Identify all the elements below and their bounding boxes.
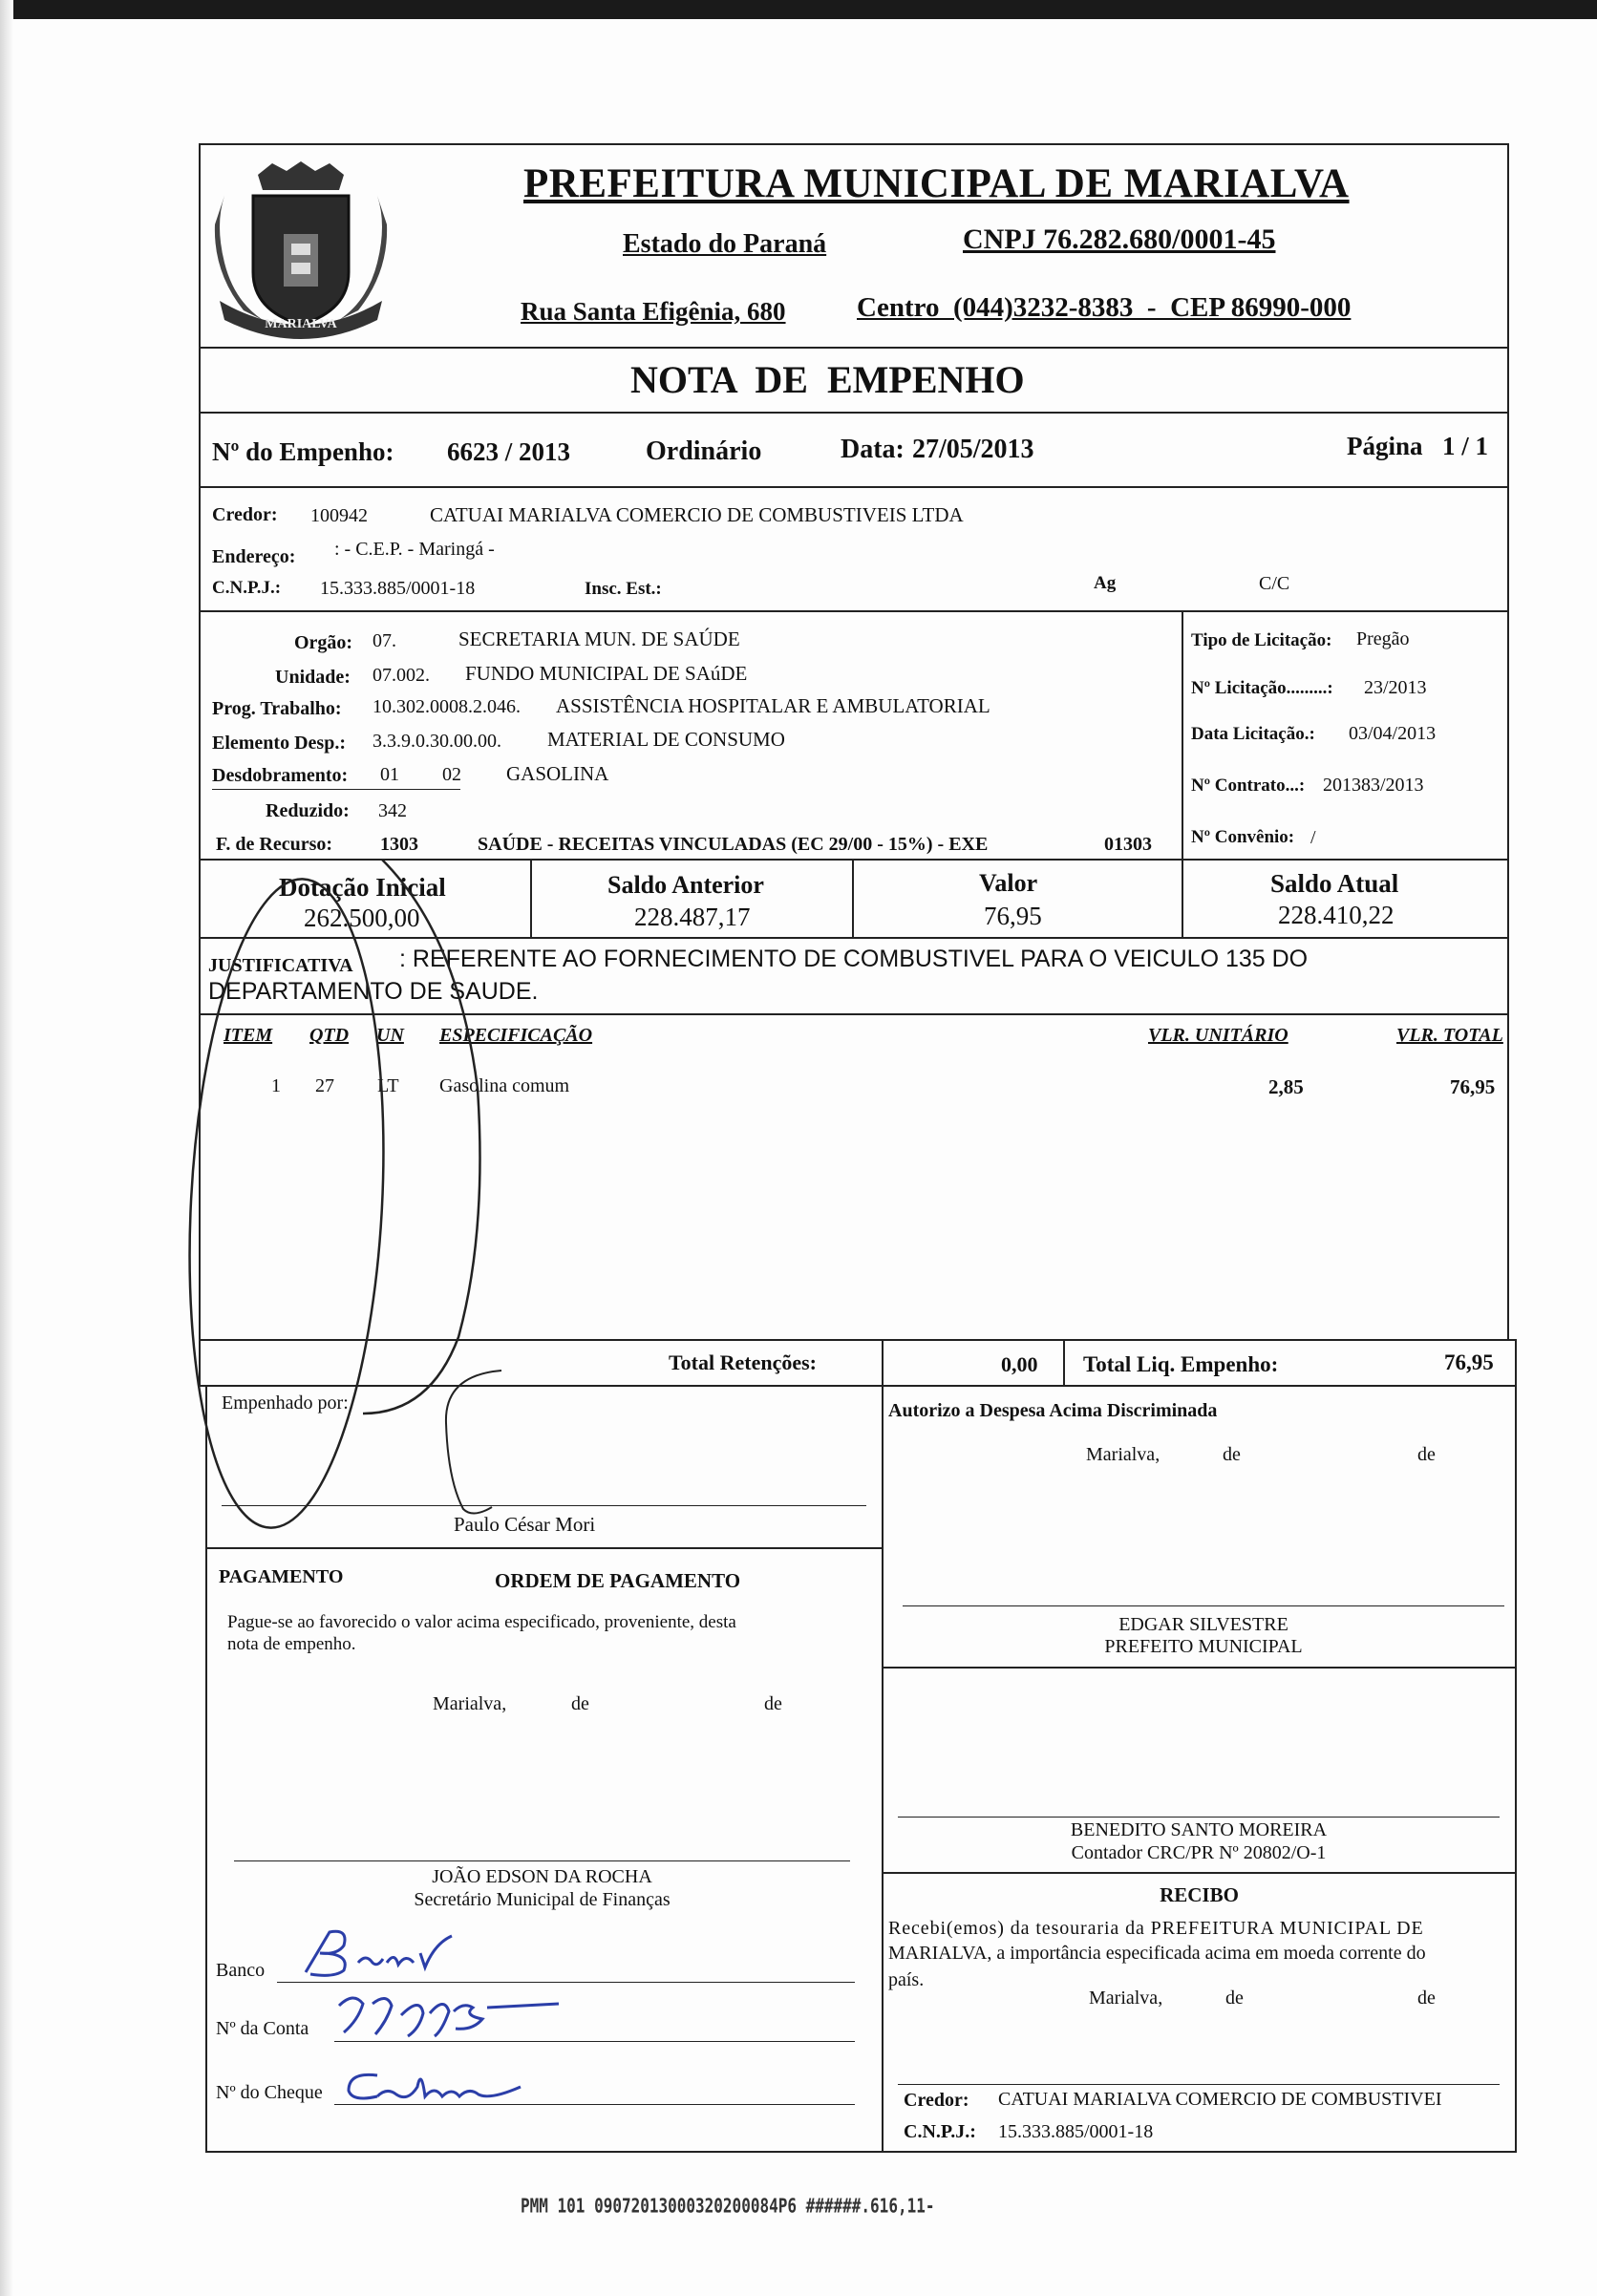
cheque-handwriting xyxy=(330,2058,540,2111)
page-number: 1 / 1 xyxy=(1442,432,1489,460)
licitacao-data-label: Data Licitação.: xyxy=(1191,724,1315,744)
cheque-label: Nº do Cheque xyxy=(216,2082,323,2103)
contador-name: BENEDITO SANTO MOREIRA xyxy=(1070,1819,1328,1840)
secretario-signature-line xyxy=(234,1860,850,1861)
prog-name: ASSISTÊNCIA HOSPITALAR E AMBULATORIAL xyxy=(556,694,990,717)
desdobramento-label: Desdobramento: xyxy=(212,765,349,786)
scan-left-edge xyxy=(0,0,13,2296)
recurso-code2: 01303 xyxy=(1104,834,1152,855)
licitacao-num-label: Nº Licitação.........: xyxy=(1191,678,1333,698)
pagamento-label: PAGAMENTO xyxy=(219,1566,344,1587)
credor-address-label: Endereço: xyxy=(212,546,296,567)
pagamento-text-1: Pague-se ao favorecido o valor acima especificado, proveniente, desta xyxy=(227,1612,736,1632)
justificativa-line1: : REFERENTE AO FORNECIMENTO DE COMBUSTIVEL PARA O VEICULO 135 DO xyxy=(399,946,1309,972)
recibo-signature-line xyxy=(898,2084,1500,2085)
empenho-type: Ordinário xyxy=(646,436,762,466)
credor-insc-label: Insc. Est.: xyxy=(585,579,662,599)
elemento-code: 3.3.9.0.30.00.00. xyxy=(373,731,501,752)
desdobramento-code1: 01 xyxy=(380,764,399,785)
recurso-name: SAÚDE - RECEITAS VINCULADAS (EC 29/00 - 15%) - EXE xyxy=(478,834,989,855)
recibo-text-3: país. xyxy=(888,1969,925,1990)
liq-empenho-label: Total Liq. Empenho: xyxy=(1083,1352,1279,1376)
reduzido-value: 342 xyxy=(378,800,407,821)
values-div-2 xyxy=(852,860,854,938)
saldo-atual-value: 228.410,22 xyxy=(1278,901,1395,929)
recibo-de-2: de xyxy=(1417,1988,1436,2009)
recibo-text-2: MARIALVA, a importância especificada acima em moeda corrente do xyxy=(888,1943,1426,1964)
item-spec: Gasolina comum xyxy=(439,1075,570,1096)
autorizo-label: Autorizo a Despesa Acima Discriminada xyxy=(888,1400,1218,1421)
reduzido-label: Reduzido: xyxy=(266,800,350,821)
orgao-label: Orgão: xyxy=(294,632,353,653)
saldo-anterior-label: Saldo Anterior xyxy=(607,871,764,899)
credor-ag-label: Ag xyxy=(1094,573,1117,593)
orgao-code: 07. xyxy=(373,630,396,651)
item-unit-value: 2,85 xyxy=(1268,1075,1304,1098)
empenho-number: 6623 / 2013 xyxy=(447,437,571,466)
autorizo-bottom-line xyxy=(883,1667,1516,1669)
header-address: Rua Santa Efigênia, 680 xyxy=(521,297,786,326)
credor-code: 100942 xyxy=(310,505,368,526)
credor-cnpj-label: C.N.P.J.: xyxy=(212,578,282,598)
desdobramento-name: GASOLINA xyxy=(506,762,609,785)
unidade-code: 07.002. xyxy=(373,665,430,686)
empenho-date: 27/05/2013 xyxy=(912,435,1034,464)
pen-annotation-ovals xyxy=(172,802,630,1528)
budget-divider xyxy=(1182,611,1183,860)
items-header-item: ITEM xyxy=(224,1025,273,1046)
recurso-label: F. de Recurso: xyxy=(216,834,333,855)
credor-name: CATUAI MARIALVA COMERCIO DE COMBUSTIVEIS LTDA xyxy=(430,503,964,526)
prog-code: 10.302.0008.2.046. xyxy=(373,696,521,717)
document-title: NOTA DE EMPENHO xyxy=(630,358,1025,401)
contrato-value: 201383/2013 xyxy=(1323,775,1424,796)
scan-top-edge xyxy=(0,0,1597,19)
secretario-role: Secretário Municipal de Finanças xyxy=(414,1889,671,1910)
lower-divider xyxy=(882,1386,884,2152)
secretario-name: JOÃO EDSON DA ROCHA xyxy=(432,1866,652,1887)
retencoes-label: Total Retenções: xyxy=(669,1350,817,1374)
prog-label: Prog. Trabalho: xyxy=(212,698,342,719)
credor-label: Credor: xyxy=(212,504,278,525)
dotacao-value: 262.500,00 xyxy=(304,904,420,932)
justificativa-label: JUSTIFICATIVA xyxy=(208,955,353,976)
banco-label: Banco xyxy=(216,1960,266,1981)
pagamento-de-2: de xyxy=(764,1693,782,1714)
credor-cc-label: C/C xyxy=(1259,573,1290,594)
licitacao-tipo-label: Tipo de Licitação: xyxy=(1191,630,1332,650)
unidade-name: FUNDO MUNICIPAL DE SAúDE xyxy=(465,662,748,685)
conta-label: Nº da Conta xyxy=(216,2018,309,2039)
contador-role: Contador CRC/PR Nº 20802/O-1 xyxy=(1071,1842,1327,1863)
header-phone-cep: Centro (044)3232-8383 - CEP 86990-000 xyxy=(857,292,1352,323)
contador-signature-line xyxy=(898,1817,1500,1818)
recurso-code: 1303 xyxy=(380,834,418,855)
valor-value: 76,95 xyxy=(984,902,1042,930)
item-total-value: 76,95 xyxy=(1450,1075,1496,1098)
autorizo-city: Marialva, xyxy=(1086,1444,1160,1465)
convenio-value: / xyxy=(1310,827,1316,848)
recibo-city: Marialva, xyxy=(1089,1988,1163,2009)
contador-bottom-line xyxy=(883,1872,1516,1874)
page-label: Página xyxy=(1347,432,1423,460)
retencoes-value: 0,00 xyxy=(1001,1352,1038,1376)
pagamento-de-1: de xyxy=(571,1693,589,1714)
elemento-name: MATERIAL DE CONSUMO xyxy=(547,728,785,751)
empenho-number-label: Nº do Empenho: xyxy=(212,437,394,466)
justificativa-line2: DEPARTAMENTO DE SAUDE. xyxy=(208,978,539,1005)
pagamento-text-2: nota de empenho. xyxy=(227,1634,356,1654)
empenho-date-label: Data: xyxy=(841,435,905,464)
svg-text:MARIALVA: MARIALVA xyxy=(265,317,337,331)
totals-div-2 xyxy=(1063,1340,1065,1386)
values-div-3 xyxy=(1182,860,1183,938)
licitacao-data: 03/04/2013 xyxy=(1349,723,1437,744)
empenhado-bottom-line xyxy=(206,1547,882,1549)
empenhado-label: Empenhado por: xyxy=(222,1392,349,1414)
unidade-label: Unidade: xyxy=(275,667,351,688)
ordem-pagamento-label: ORDEM DE PAGAMENTO xyxy=(495,1569,741,1592)
autorizo-de-2: de xyxy=(1417,1444,1436,1465)
recibo-label: RECIBO xyxy=(1160,1883,1239,1906)
convenio-label: Nº Convênio: xyxy=(1191,827,1295,847)
desdobramento-code2: 02 xyxy=(442,764,461,785)
liq-empenho-value: 76,95 xyxy=(1444,1350,1494,1374)
footer-code: PMM 101 09072013000320200084P6 ######.616,11- xyxy=(521,2194,935,2218)
dotacao-label: Dotação Inicial xyxy=(279,873,446,902)
licitacao-num: 23/2013 xyxy=(1364,677,1427,698)
banco-handwriting xyxy=(291,1924,463,1982)
banco-line xyxy=(277,1982,855,1983)
credor-address: : - C.E.P. - Maringá - xyxy=(334,539,495,560)
licitacao-tipo: Pregão xyxy=(1356,628,1410,649)
credor-cnpj: 15.333.885/0001-18 xyxy=(320,578,476,599)
item-qtd: 27 xyxy=(315,1075,334,1096)
pagamento-city: Marialva, xyxy=(433,1693,507,1714)
orgao-name: SECRETARIA MUN. DE SAÚDE xyxy=(458,627,740,650)
desdobramento-underline xyxy=(212,789,460,790)
autorizo-signature-line xyxy=(903,1605,1504,1606)
recibo-cnpj: 15.333.885/0001-18 xyxy=(998,2121,1154,2142)
header-cnpj: CNPJ 76.282.680/0001-45 xyxy=(963,223,1276,255)
item-number: 1 xyxy=(271,1075,281,1096)
items-header-un: UN xyxy=(376,1025,404,1046)
items-header-spec: ESPECIFICAÇÃO xyxy=(439,1025,593,1046)
elemento-label: Elemento Desp.: xyxy=(212,733,346,754)
contrato-label: Nº Contrato...: xyxy=(1191,776,1306,796)
header-state: Estado do Paraná xyxy=(623,229,827,259)
prefeito-role: PREFEITO MUNICIPAL xyxy=(1104,1636,1303,1657)
saldo-anterior-value: 228.487,17 xyxy=(634,903,751,931)
recibo-de-1: de xyxy=(1225,1988,1244,2009)
city-crest-icon xyxy=(205,158,396,349)
items-header-unit: VLR. UNITÁRIO xyxy=(1148,1025,1288,1046)
prefeito-name: EDGAR SILVESTRE xyxy=(1118,1614,1288,1635)
empenhado-name: Paulo César Mori xyxy=(454,1513,596,1536)
recibo-text-1: Recebi(emos) da tesouraria da PREFEITURA MUNICIPAL DE xyxy=(888,1918,1424,1939)
valor-label: Valor xyxy=(979,869,1038,897)
recibo-credor: CATUAI MARIALVA COMERCIO DE COMBUSTIVEI xyxy=(998,2089,1442,2110)
conta-handwriting xyxy=(330,1987,578,2044)
header-title: PREFEITURA MUNICIPAL DE MARIALVA xyxy=(523,161,1350,206)
totals-div-1 xyxy=(882,1340,884,1386)
item-un: LT xyxy=(377,1075,399,1096)
saldo-atual-label: Saldo Atual xyxy=(1270,869,1399,898)
recibo-credor-label: Credor: xyxy=(904,2090,969,2111)
recibo-cnpj-label: C.N.P.J.: xyxy=(904,2121,976,2142)
items-header-qtd: QTD xyxy=(309,1025,350,1046)
items-header-total: VLR. TOTAL xyxy=(1396,1025,1503,1046)
autorizo-de-1: de xyxy=(1223,1444,1241,1465)
